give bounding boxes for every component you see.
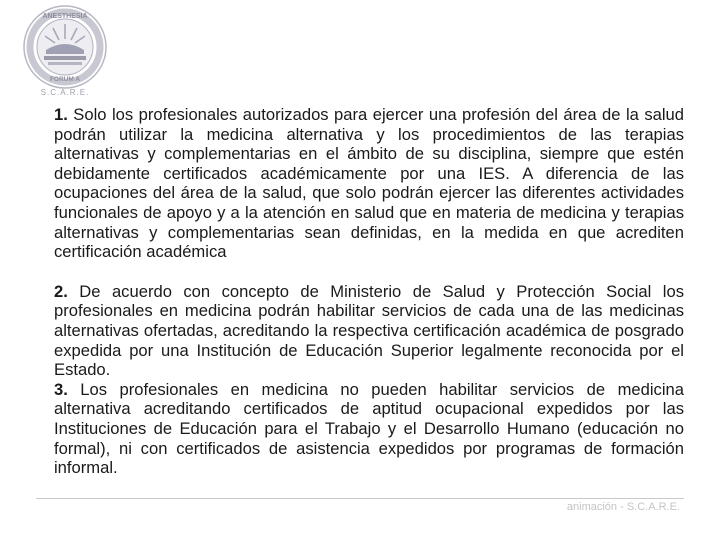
paragraph-text: Los profesionales en medicina no pueden habilitar servicios de medicina alternativa acreditando certificados de aptitud ocupacional expedidos por las Instituciones de Educación para el Trabajo y el Desarrollo Humano (educación no formal), ni con certificados de asistencia expedidos por programas de formación informal. (54, 379, 684, 478)
paragraph-text: De acuerdo con concepto de Ministerio de Salud y Protección Social los profesionales en medicina podrán habilitar servicios de cada una de las medicinas alternativas ofertadas, acreditando la respectiva certificación académica de posgrado expedida por una Institución de Educación Superior legalmente reconocida por el Estado. (54, 281, 684, 380)
svg-text:ANESTHESIA: ANESTHESIA (42, 13, 88, 20)
paragraph-number: 1. (54, 105, 68, 124)
paragraph-1 (54, 105, 684, 262)
paragraph-2 (54, 282, 684, 380)
logo-subtitle: S.C.A.R.E. (40, 88, 90, 97)
footer-divider (36, 498, 684, 499)
paragraph-3 (54, 380, 684, 478)
paragraph-number: 2. (54, 281, 68, 301)
paragraph-text: Solo los profesionales autorizados para ejercer una profesión del área de la salud podrán utilizar la medicina alternativa y los procedimientos de las terapias alternativas y complementarias en el ámbito de su disciplina, siempre que estén debidamente certificados académicamente por una IES. A diferencia de las ocupaciones del área de la salud, que solo podrán ejercer las diferentes actividades funcionales de apoyo y a la atención en salud que en materia de medicina y terapias alternativas y complementarias sean definidas, en la medida en que acrediten certificación académica (54, 105, 684, 262)
document-body (54, 105, 684, 478)
svg-text:FORUM A: FORUM A (49, 76, 81, 83)
paragraph-number: 3. (54, 379, 68, 399)
scare-logo (22, 4, 108, 90)
footer-watermark: animación - S.C.A.R.E. (566, 501, 680, 513)
